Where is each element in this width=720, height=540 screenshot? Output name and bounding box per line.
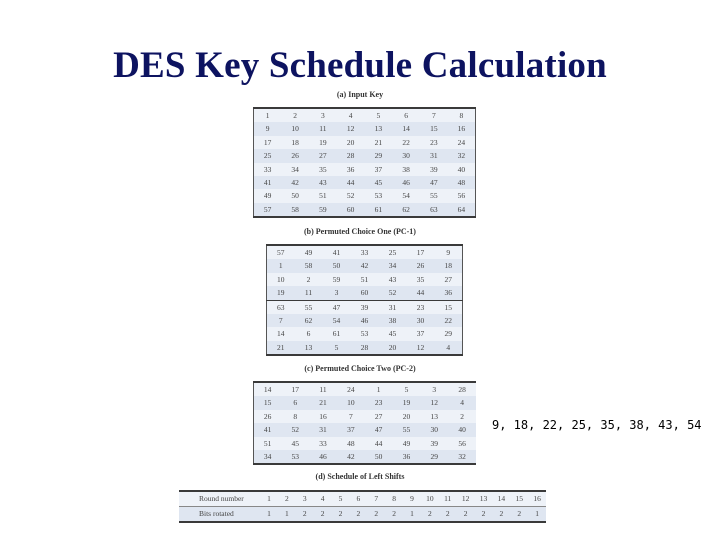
- table-cell: 23: [407, 300, 435, 314]
- table-cell: 4: [337, 108, 365, 122]
- table-cell: 7: [267, 314, 295, 327]
- table-cell: 2: [281, 108, 309, 122]
- table-cell: 19: [267, 286, 295, 300]
- shift-cell: 2: [278, 491, 296, 507]
- table-row: [267, 286, 463, 300]
- table-cell: 61: [365, 203, 393, 217]
- shift-cell: 2: [332, 507, 350, 523]
- table-cell: 50: [281, 189, 309, 202]
- table-cell: 6: [392, 108, 420, 122]
- shift-cell: 3: [296, 491, 314, 507]
- table-cell: 63: [420, 203, 448, 217]
- table-cell: 58: [295, 259, 323, 272]
- table-cell: 36: [435, 286, 463, 300]
- table-cell: 9: [435, 245, 463, 259]
- table-cell: 31: [379, 300, 407, 314]
- table-cell: 49: [393, 437, 421, 450]
- table-cell: 37: [407, 327, 435, 340]
- table-cell: 27: [435, 273, 463, 286]
- table-row: [254, 423, 477, 436]
- table-cell: 32: [448, 450, 476, 464]
- shift-cell: 2: [314, 507, 332, 523]
- table-cell: 11: [309, 122, 337, 135]
- shift-cell: 9: [403, 491, 421, 507]
- table-cell: 44: [337, 176, 365, 189]
- table-cell: 13: [365, 122, 393, 135]
- table-cell: 62: [295, 314, 323, 327]
- table-cell: 40: [448, 163, 476, 176]
- table-cell: 21: [309, 396, 337, 409]
- table-cell: 42: [281, 176, 309, 189]
- table-cell: 24: [448, 136, 476, 149]
- table-cell: 43: [379, 273, 407, 286]
- pc1-table: [266, 244, 463, 356]
- table-cell: 19: [309, 136, 337, 149]
- shift-cell: 1: [528, 507, 546, 523]
- table-cell: 45: [281, 437, 309, 450]
- table-cell: 56: [448, 189, 476, 202]
- table-row: [267, 259, 463, 272]
- shift-cell: 8: [385, 491, 403, 507]
- table-cell: 17: [254, 136, 282, 149]
- table-cell: 8: [281, 410, 309, 423]
- round-number-label: Round number: [179, 491, 260, 507]
- table-cell: 50: [365, 450, 393, 464]
- pc1-caption: (b) Permuted Choice One (PC-1): [304, 227, 416, 236]
- table-cell: 38: [379, 314, 407, 327]
- table-cell: 18: [281, 136, 309, 149]
- table-cell: 12: [420, 396, 448, 409]
- table-row: [254, 176, 476, 189]
- table-cell: 10: [281, 122, 309, 135]
- table-cell: 45: [379, 327, 407, 340]
- table-row: [254, 396, 477, 409]
- table-cell: 63: [267, 300, 295, 314]
- table-cell: 37: [337, 423, 365, 436]
- table-cell: 24: [337, 382, 365, 396]
- table-cell: 1: [267, 259, 295, 272]
- table-cell: 51: [351, 273, 379, 286]
- left-shifts-table: [179, 490, 546, 523]
- table-cell: 28: [337, 149, 365, 162]
- table-cell: 41: [254, 176, 282, 189]
- table-cell: 16: [448, 122, 476, 135]
- table-cell: 17: [407, 245, 435, 259]
- table-cell: 41: [254, 423, 282, 436]
- shift-cell: 2: [367, 507, 385, 523]
- table-cell: 14: [254, 382, 282, 396]
- shift-cell: 2: [385, 507, 403, 523]
- table-cell: 39: [420, 163, 448, 176]
- table-row: [254, 203, 476, 217]
- table-cell: 30: [407, 314, 435, 327]
- table-cell: 4: [448, 396, 476, 409]
- table-cell: 55: [295, 300, 323, 314]
- shift-cell: 14: [492, 491, 510, 507]
- table-row: [267, 273, 463, 286]
- table-cell: 14: [392, 122, 420, 135]
- table-cell: 13: [420, 410, 448, 423]
- table-cell: 42: [351, 259, 379, 272]
- table-row: [254, 437, 477, 450]
- shift-cell: 10: [421, 491, 439, 507]
- table-row: [267, 300, 463, 314]
- table-row: [254, 189, 476, 202]
- table-cell: 54: [323, 314, 351, 327]
- table-cell: 33: [309, 437, 337, 450]
- table-cell: 53: [365, 189, 393, 202]
- table-cell: 55: [393, 423, 421, 436]
- table-row: [254, 122, 476, 135]
- table-cell: 62: [392, 203, 420, 217]
- table-cell: 17: [281, 382, 309, 396]
- table-cell: 41: [323, 245, 351, 259]
- table-cell: 39: [420, 437, 448, 450]
- input-key-caption: (a) Input Key: [336, 90, 384, 99]
- shift-cell: 1: [260, 491, 278, 507]
- table-cell: 25: [379, 245, 407, 259]
- table-cell: 52: [281, 423, 309, 436]
- table-cell: 52: [379, 286, 407, 300]
- table-cell: 44: [407, 286, 435, 300]
- table-cell: 1: [365, 382, 393, 396]
- bit-positions-note: 9, 18, 22, 25, 35, 38, 43, 54: [492, 418, 702, 432]
- table-cell: 29: [435, 327, 463, 340]
- table-cell: 25: [254, 149, 282, 162]
- table-cell: 54: [392, 189, 420, 202]
- table-cell: 64: [448, 203, 476, 217]
- table-cell: 16: [309, 410, 337, 423]
- table-cell: 61: [323, 327, 351, 340]
- table-cell: 57: [254, 203, 282, 217]
- input-key-table: [253, 107, 476, 218]
- table-cell: 49: [254, 189, 282, 202]
- table-cell: 28: [448, 382, 476, 396]
- table-cell: 5: [323, 341, 351, 355]
- table-row: [267, 341, 463, 355]
- table-cell: 6: [295, 327, 323, 340]
- table-row: [254, 382, 477, 396]
- table-cell: 21: [365, 136, 393, 149]
- table-cell: 51: [254, 437, 282, 450]
- table-cell: 12: [337, 122, 365, 135]
- table-cell: 2: [295, 273, 323, 286]
- table-cell: 60: [351, 286, 379, 300]
- table-cell: 35: [407, 273, 435, 286]
- table-cell: 23: [365, 396, 393, 409]
- table-cell: 48: [337, 437, 365, 450]
- table-cell: 31: [309, 423, 337, 436]
- table-cell: 26: [254, 410, 282, 423]
- table-cell: 11: [295, 286, 323, 300]
- table-row: [254, 450, 477, 464]
- shift-cell: 7: [367, 491, 385, 507]
- table-row: [254, 108, 476, 122]
- table-cell: 42: [337, 450, 365, 464]
- table-row: [267, 245, 463, 259]
- shift-cell: 2: [349, 507, 367, 523]
- table-row: [254, 149, 476, 162]
- table-cell: 34: [281, 163, 309, 176]
- table-cell: 47: [420, 176, 448, 189]
- table-cell: 15: [420, 122, 448, 135]
- table-cell: 20: [337, 136, 365, 149]
- table-cell: 58: [281, 203, 309, 217]
- shift-cell: 16: [528, 491, 546, 507]
- table-cell: 22: [392, 136, 420, 149]
- shift-cell: 1: [278, 507, 296, 523]
- table-cell: 6: [281, 396, 309, 409]
- table-cell: 46: [392, 176, 420, 189]
- table-cell: 39: [351, 300, 379, 314]
- round-number-row: [179, 491, 546, 507]
- table-cell: 7: [420, 108, 448, 122]
- table-cell: 56: [448, 437, 476, 450]
- table-cell: 3: [323, 286, 351, 300]
- table-cell: 53: [281, 450, 309, 464]
- table-cell: 10: [267, 273, 295, 286]
- shift-cell: 2: [296, 507, 314, 523]
- table-cell: 3: [309, 108, 337, 122]
- table-cell: 46: [309, 450, 337, 464]
- table-cell: 45: [365, 176, 393, 189]
- pc2-table: [253, 381, 476, 465]
- table-cell: 20: [379, 341, 407, 355]
- table-cell: 18: [435, 259, 463, 272]
- table-cell: 4: [435, 341, 463, 355]
- table-cell: 51: [309, 189, 337, 202]
- table-cell: 60: [337, 203, 365, 217]
- table-cell: 36: [337, 163, 365, 176]
- table-cell: 50: [323, 259, 351, 272]
- table-cell: 5: [393, 382, 421, 396]
- bits-rotated-row: [179, 507, 546, 523]
- table-cell: 26: [407, 259, 435, 272]
- table-cell: 13: [295, 341, 323, 355]
- table-cell: 1: [254, 108, 282, 122]
- table-cell: 23: [420, 136, 448, 149]
- table-cell: 59: [323, 273, 351, 286]
- table-cell: 43: [309, 176, 337, 189]
- table-cell: 27: [365, 410, 393, 423]
- table-cell: 30: [392, 149, 420, 162]
- shift-cell: 4: [314, 491, 332, 507]
- bits-rotated-label: Bits rotated: [179, 507, 260, 523]
- table-cell: 29: [365, 149, 393, 162]
- table-cell: 34: [254, 450, 282, 464]
- table-cell: 20: [393, 410, 421, 423]
- table-cell: 11: [309, 382, 337, 396]
- table-row: [267, 327, 463, 340]
- table-cell: 38: [392, 163, 420, 176]
- shift-cell: 2: [510, 507, 528, 523]
- table-cell: 44: [365, 437, 393, 450]
- table-row: [254, 410, 477, 423]
- table-cell: 36: [393, 450, 421, 464]
- table-cell: 46: [351, 314, 379, 327]
- table-cell: 21: [267, 341, 295, 355]
- table-cell: 55: [420, 189, 448, 202]
- shift-cell: 5: [332, 491, 350, 507]
- table-cell: 32: [448, 149, 476, 162]
- table-row: [267, 314, 463, 327]
- table-cell: 49: [295, 245, 323, 259]
- shift-cell: 2: [475, 507, 493, 523]
- table-cell: 26: [281, 149, 309, 162]
- table-cell: 47: [323, 300, 351, 314]
- table-row: [254, 163, 476, 176]
- table-cell: 37: [365, 163, 393, 176]
- shift-cell: 15: [510, 491, 528, 507]
- shift-cell: 12: [457, 491, 475, 507]
- shifts-caption: (d) Schedule of Left Shifts: [315, 472, 405, 481]
- table-cell: 27: [309, 149, 337, 162]
- table-cell: 12: [407, 341, 435, 355]
- table-cell: 7: [337, 410, 365, 423]
- table-cell: 57: [267, 245, 295, 259]
- shift-cell: 2: [421, 507, 439, 523]
- table-cell: 3: [420, 382, 448, 396]
- shift-cell: 1: [403, 507, 421, 523]
- table-cell: 15: [435, 300, 463, 314]
- shift-cell: 2: [492, 507, 510, 523]
- table-cell: 15: [254, 396, 282, 409]
- table-cell: 29: [420, 450, 448, 464]
- table-cell: 35: [309, 163, 337, 176]
- table-cell: 34: [379, 259, 407, 272]
- shift-cell: 2: [439, 507, 457, 523]
- table-cell: 19: [393, 396, 421, 409]
- shift-cell: 6: [349, 491, 367, 507]
- pc2-caption: (c) Permuted Choice Two (PC-2): [304, 364, 416, 373]
- shift-cell: 11: [439, 491, 457, 507]
- table-cell: 48: [448, 176, 476, 189]
- shift-cell: 13: [475, 491, 493, 507]
- table-cell: 47: [365, 423, 393, 436]
- table-cell: 28: [351, 341, 379, 355]
- table-cell: 22: [435, 314, 463, 327]
- table-cell: 2: [448, 410, 476, 423]
- table-cell: 31: [420, 149, 448, 162]
- table-cell: 5: [365, 108, 393, 122]
- table-row: [254, 136, 476, 149]
- table-cell: 33: [254, 163, 282, 176]
- table-cell: 8: [448, 108, 476, 122]
- table-cell: 33: [351, 245, 379, 259]
- page-title: DES Key Schedule Calculation: [113, 45, 607, 86]
- table-cell: 9: [254, 122, 282, 135]
- table-cell: 10: [337, 396, 365, 409]
- table-cell: 52: [337, 189, 365, 202]
- shift-cell: 2: [457, 507, 475, 523]
- table-cell: 59: [309, 203, 337, 217]
- table-cell: 40: [448, 423, 476, 436]
- table-cell: 53: [351, 327, 379, 340]
- shift-cell: 1: [260, 507, 278, 523]
- table-cell: 30: [420, 423, 448, 436]
- table-cell: 14: [267, 327, 295, 340]
